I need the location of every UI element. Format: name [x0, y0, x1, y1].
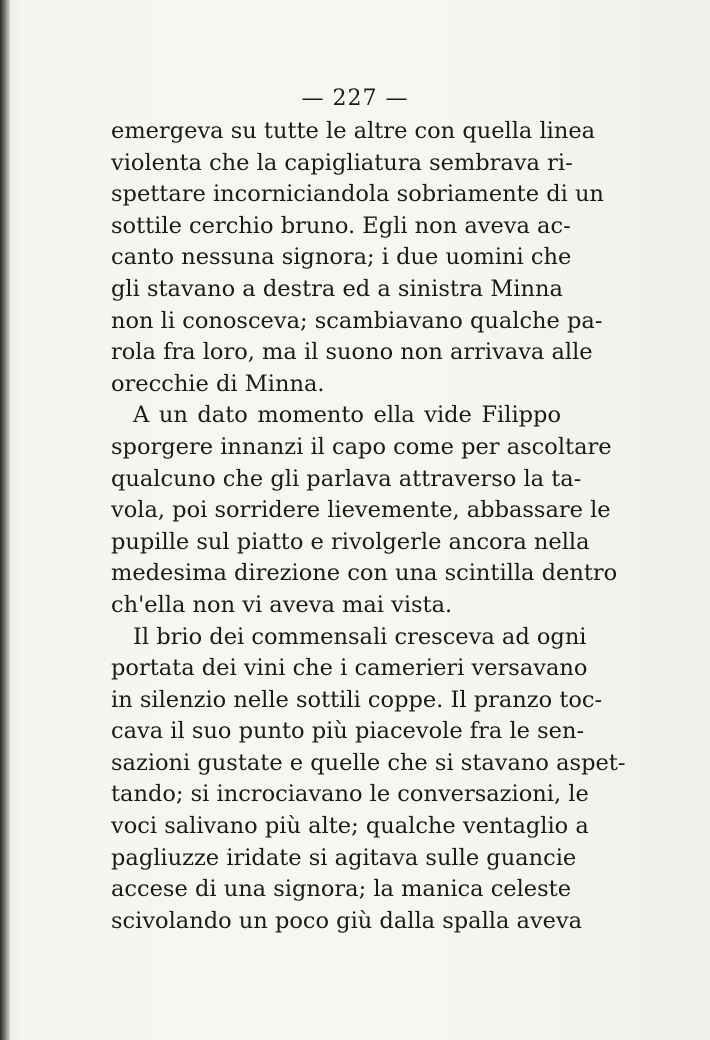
text-line: sporgere innanzi il capo come per ascoltare — [111, 433, 612, 460]
text-line: sazioni gustate e quelle che si stavano aspet- — [111, 749, 626, 776]
text-line: violenta che la capigliatura sembrava ri- — [111, 149, 573, 176]
text-line: pagliuzze iridate si agitava sulle guancie — [111, 844, 577, 871]
text-line: medesima direzione con una scintilla dentro — [111, 560, 618, 587]
text-line: voci salivano più alte; qualche ventaglio a — [111, 813, 589, 840]
text-line: cava il suo punto più piacevole fra le sen- — [111, 718, 585, 745]
text-line: emergeva su tutte le altre con quella linea — [111, 118, 596, 144]
text-line: rola fra loro, ma il suono non arrivava alle — [111, 339, 593, 366]
text-line: portata dei vini che i camerieri versavano — [111, 655, 588, 682]
text-line: orecchie di Minna. — [111, 370, 325, 397]
text-line: Il brio dei commensali cresceva ad ogni — [133, 623, 587, 650]
text-line: ch'ella non vi aveva mai vista. — [111, 591, 453, 618]
text-line: vola, poi sorridere lievemente, abbassare le — [111, 497, 611, 524]
text-line: accese di una signora; la manica celeste — [111, 876, 572, 903]
text-line: gli stavano a destra ed a sinistra Minna — [111, 275, 563, 302]
text-line: in silenzio nelle sottili coppe. Il pranzo toc- — [111, 686, 603, 713]
text-line: tando; si incrociavano le conversazioni, le — [111, 781, 589, 808]
book-spine-shadow — [0, 0, 10, 1040]
text-line: A un dato momento ella vide Filippo — [133, 402, 561, 429]
body-text — [111, 116, 626, 937]
text-line: qualcuno che gli parlava attraverso la ta- — [111, 465, 582, 492]
text-line: non li conosceva; scambiavano qualche pa- — [111, 307, 603, 334]
text-line: pupille sul piatto e rivolgerle ancora nella — [111, 528, 590, 555]
text-line: spettare incorniciandola sobriamente di un — [111, 181, 604, 208]
text-line: canto nessuna signora; i due uomini che — [111, 244, 572, 271]
text-line: sottile cerchio bruno. Egli non aveva ac- — [111, 212, 571, 239]
page-number: — 227 — — [301, 86, 409, 111]
text-line: scivolando un poco giù dalla spalla aveva — [111, 907, 583, 934]
